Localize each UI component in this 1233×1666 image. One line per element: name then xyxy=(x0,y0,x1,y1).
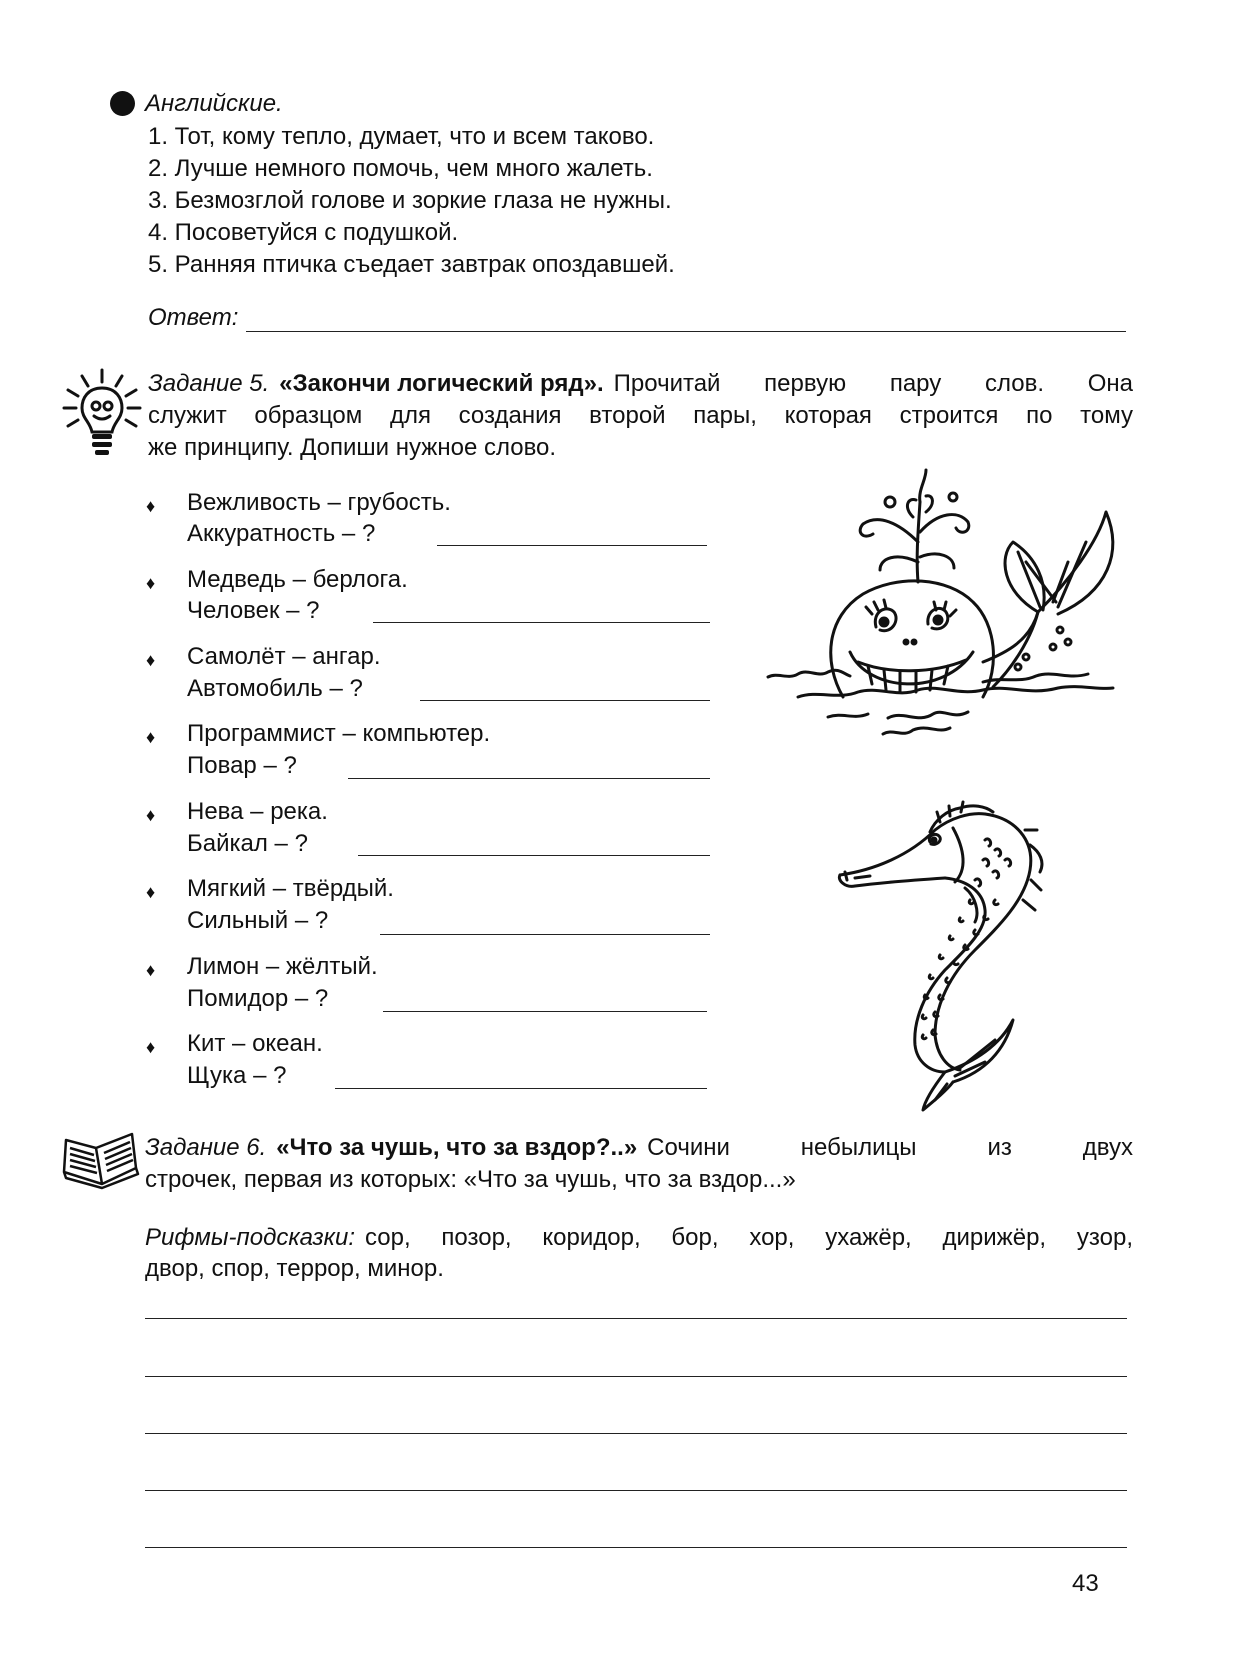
pair-answer-line[interactable] xyxy=(383,1011,707,1012)
task6-label: Задание 6. xyxy=(145,1134,267,1161)
task6-name: «Что за чушь, что за вздор?..» xyxy=(276,1134,638,1161)
task6-text-2: строчек, первая из которых: «Что за чушь, что за вздор...» xyxy=(145,1166,796,1193)
writing-line[interactable] xyxy=(145,1547,1127,1548)
open-book-icon xyxy=(60,1128,140,1188)
pair-first: Нева – река. xyxy=(187,798,328,825)
task6-text-1: Сочини небылицы из двух xyxy=(647,1134,1133,1161)
pair-bullet-icon: ♦ xyxy=(146,805,156,825)
writing-line[interactable] xyxy=(145,1318,1127,1319)
pair-answer-line[interactable] xyxy=(420,700,710,701)
task5-text-3: же принципу. Допиши нужное слово. xyxy=(148,434,557,461)
pike-fish-drawing xyxy=(835,800,1045,1110)
task5-name: «Закончи логический ряд». xyxy=(279,370,604,397)
task5-text-1: Прочитай первую пару слов. Она xyxy=(613,370,1133,397)
english-title: Английские. xyxy=(145,90,283,117)
answer-label: Ответ: xyxy=(148,304,239,331)
pair-bullet-icon: ♦ xyxy=(146,573,156,593)
lightbulb-icon xyxy=(60,366,145,461)
task5-line1 xyxy=(148,368,1133,400)
task6-line1 xyxy=(145,1132,1133,1164)
pair-second: Автомобиль – ? xyxy=(187,675,363,702)
pair-answer-line[interactable] xyxy=(358,855,710,856)
page-number: 43 xyxy=(1072,1570,1099,1597)
pair-first: Самолёт – ангар. xyxy=(187,643,381,670)
english-bullet-icon xyxy=(110,91,135,116)
pair-second: Аккуратность – ? xyxy=(187,520,376,547)
pair-bullet-icon: ♦ xyxy=(146,960,156,980)
proverb-item: 2. Лучше немного помочь, чем много жалеть. xyxy=(148,155,653,182)
pair-answer-line[interactable] xyxy=(380,934,710,935)
proverb-item: 1. Тот, кому тепло, думает, что и всем таково. xyxy=(148,123,655,150)
pair-first: Медведь – берлога. xyxy=(187,566,408,593)
pair-first: Мягкий – твёрдый. xyxy=(187,875,394,902)
pair-bullet-icon: ♦ xyxy=(146,882,156,902)
whale-drawing xyxy=(768,462,1138,762)
pair-second: Помидор – ? xyxy=(187,985,329,1012)
pair-second: Щука – ? xyxy=(187,1062,287,1089)
task5-label: Задание 5. xyxy=(148,370,270,397)
pair-answer-line[interactable] xyxy=(348,778,710,779)
pair-bullet-icon: ♦ xyxy=(146,727,156,747)
task6-hints-line1 xyxy=(145,1222,1133,1254)
pair-answer-line[interactable] xyxy=(335,1088,707,1089)
pair-second: Повар – ? xyxy=(187,752,297,779)
pair-bullet-icon: ♦ xyxy=(146,496,156,516)
pair-answer-line[interactable] xyxy=(437,545,707,546)
proverb-item: 3. Безмозглой голове и зоркие глаза не нужны. xyxy=(148,187,672,214)
pair-bullet-icon: ♦ xyxy=(146,1037,156,1057)
pair-first: Кит – океан. xyxy=(187,1030,323,1057)
hints-label: Рифмы-подсказки: xyxy=(145,1224,355,1251)
hints-text-1: сор, позор, коридор, бор, хор, ухажёр, дирижёр, узор, xyxy=(365,1224,1133,1251)
task5-text-2: служит образцом для создания второй пары, которая строится по тому xyxy=(148,402,1133,429)
pair-answer-line[interactable] xyxy=(373,622,710,623)
proverb-item: 4. Посоветуйся с подушкой. xyxy=(148,219,459,246)
writing-line[interactable] xyxy=(145,1433,1127,1434)
pair-first: Вежливость – грубость. xyxy=(187,489,451,516)
writing-line[interactable] xyxy=(145,1490,1127,1491)
writing-line[interactable] xyxy=(145,1376,1127,1377)
pair-bullet-icon: ♦ xyxy=(146,650,156,670)
pair-second: Байкал – ? xyxy=(187,830,308,857)
pair-second: Человек – ? xyxy=(187,597,320,624)
pair-first: Программист – компьютер. xyxy=(187,720,491,747)
proverb-item: 5. Ранняя птичка съедает завтрак опоздавшей. xyxy=(148,251,675,278)
hints-text-2: двор, спор, террор, минор. xyxy=(145,1255,444,1282)
answer-line[interactable] xyxy=(246,331,1126,332)
pair-first: Лимон – жёлтый. xyxy=(187,953,378,980)
pair-second: Сильный – ? xyxy=(187,907,329,934)
